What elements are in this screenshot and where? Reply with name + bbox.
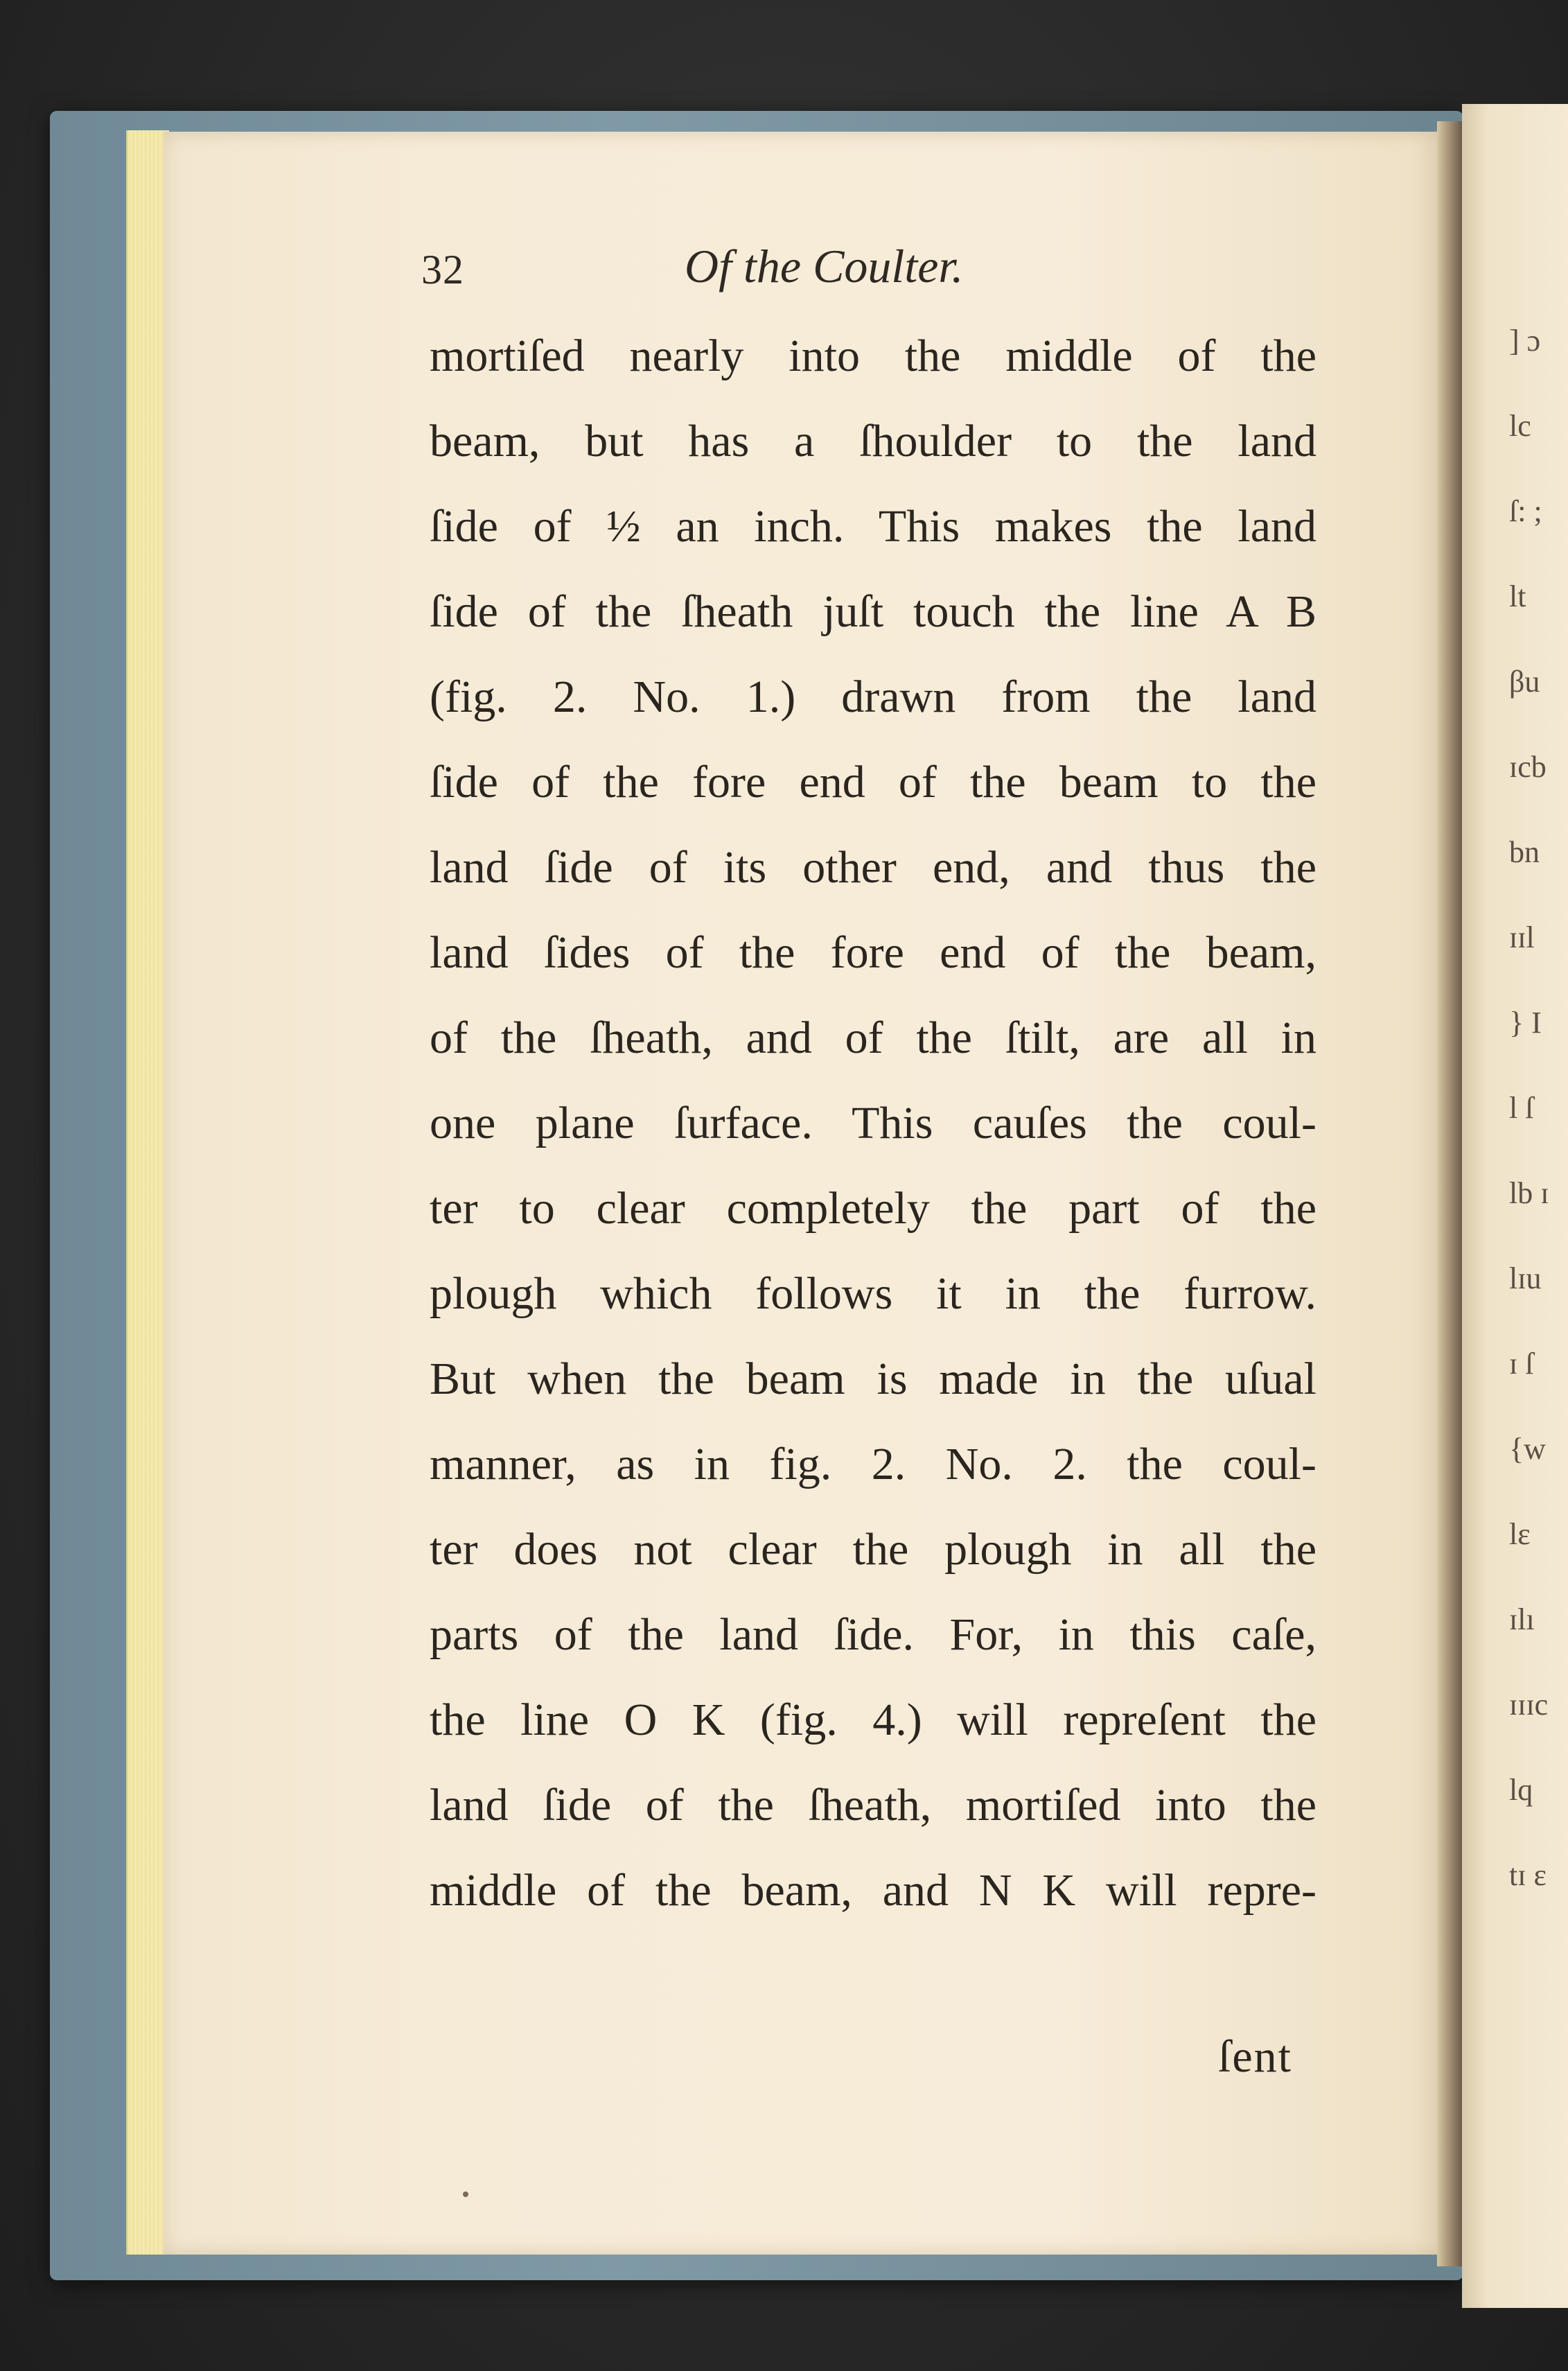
facing-fragment: lq	[1509, 1773, 1533, 1807]
facing-fragment: l ſ	[1509, 1091, 1534, 1125]
facing-fragment: ɪlı	[1509, 1602, 1535, 1636]
text-line: ter to clear completely the part of the	[430, 1183, 1316, 1234]
text-line: land ſide of its other end, and thus the	[430, 842, 1316, 893]
running-head	[421, 239, 1287, 301]
facing-fragment: } I	[1509, 1006, 1542, 1040]
text-line: beam, but has a ſhoulder to the land	[430, 416, 1316, 466]
catchword: ſent	[1218, 2031, 1292, 2082]
text-line: the line O K (fig. 4.) will repreſent the	[430, 1695, 1316, 1745]
text-line: But when the beam is made in the uſual	[430, 1354, 1316, 1404]
facing-fragment: ſ: ;	[1509, 494, 1542, 528]
text-line: ſide of the fore end of the beam to the	[430, 757, 1316, 807]
facing-fragment: βu	[1509, 665, 1540, 699]
facing-fragment: ɪ ſ	[1509, 1347, 1534, 1381]
facing-fragment: tɪ ε	[1509, 1858, 1547, 1892]
gutter-shadow	[1437, 121, 1462, 2266]
facing-fragment: bn	[1509, 835, 1540, 869]
facing-fragment: ɪɪɪc	[1509, 1688, 1549, 1722]
running-title: Of the Coulter.	[685, 240, 964, 292]
facing-fragment: ɪɪl	[1509, 920, 1535, 954]
text-line: one plane ſurface. This cauſes the coul-	[430, 1098, 1316, 1148]
text-line: land ſides of the fore end of the beam,	[430, 927, 1316, 978]
text-line: ter does not clear the plough in all the	[430, 1524, 1316, 1575]
text-line: ſide of the ſheath juſt touch the line A B	[430, 586, 1316, 637]
facing-fragment: lc	[1509, 409, 1531, 443]
text-line: parts of the land ſide. For, in this caſe,	[430, 1609, 1316, 1660]
facing-fragment: lɛ	[1509, 1517, 1531, 1551]
text-line: (fig. 2. No. 1.) drawn from the land	[430, 672, 1316, 722]
text-line: plough which follows it in the furrow.	[430, 1268, 1316, 1319]
body-text	[430, 324, 1316, 1944]
facing-fragment: lɪu	[1509, 1261, 1542, 1295]
page-number: 32	[421, 247, 464, 292]
paper-speck	[463, 2191, 468, 2197]
page-edges	[126, 130, 169, 2255]
text-line: of the ſheath, and of the ſtilt, are all in	[430, 1013, 1316, 1063]
facing-fragment: {w	[1509, 1432, 1546, 1466]
text-line: middle of the beam, and N K will repre-	[430, 1865, 1316, 1916]
facing-fragment: ɪcb	[1509, 750, 1547, 784]
text-line: mortiſed nearly into the middle of the	[430, 331, 1316, 381]
facing-fragment: lt	[1509, 579, 1526, 613]
text-line: ſide of ½ an inch. This makes the land	[430, 501, 1316, 552]
facing-fragment: ] ɔ	[1509, 324, 1541, 358]
text-line: manner, as in fig. 2. No. 2. the coul-	[430, 1439, 1316, 1489]
text-line: land ſide of the ſheath, mortiſed into the	[430, 1780, 1316, 1830]
facing-page-fragments	[1509, 298, 1558, 1918]
facing-fragment: lb ɪ	[1509, 1176, 1549, 1210]
